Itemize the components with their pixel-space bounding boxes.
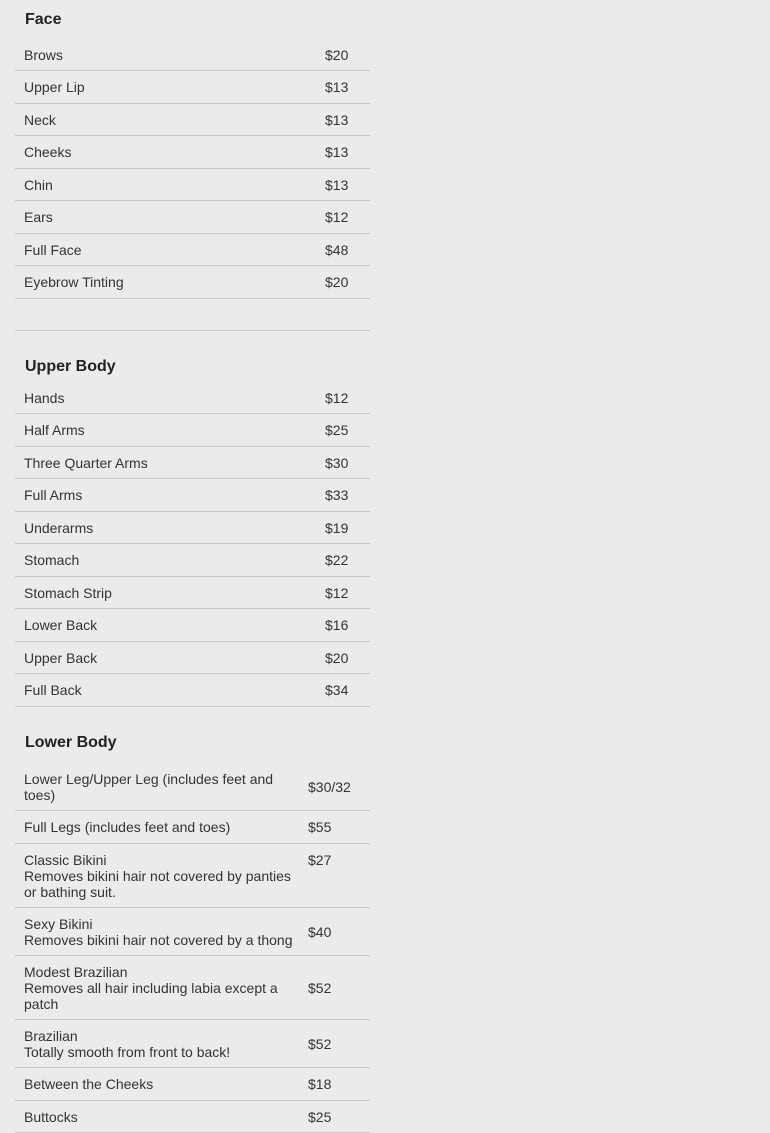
upper-body-list [15, 383, 370, 707]
service-price: $19 [325, 519, 349, 536]
service-name: Buttocks [24, 1108, 78, 1125]
service-name: Chin [24, 176, 53, 193]
service-description: Totally smooth from front to back! [24, 1043, 231, 1060]
service-name [15, 964, 308, 1012]
service-price: $20 [325, 274, 349, 290]
section-heading: Lower Body [25, 734, 117, 751]
service-name [15, 916, 308, 948]
service-name: Cheeks [24, 144, 72, 160]
section-face [15, 0, 370, 331]
table-row [15, 234, 370, 266]
service-price: $16 [325, 617, 349, 633]
service-name: Half Arms [24, 422, 85, 438]
table-row [15, 414, 370, 447]
price-list [15, 0, 370, 1133]
service-name: Brows [24, 47, 63, 63]
service-name [15, 852, 308, 900]
service-price: $52 [308, 1035, 332, 1052]
service-price: $13 [325, 144, 349, 160]
service-price: $27 [308, 852, 332, 868]
table-row [15, 136, 370, 169]
service-description: Removes bikini hair not covered by a thong [24, 931, 293, 948]
table-row [15, 201, 370, 234]
service-price: $33 [325, 487, 349, 503]
service-price: $18 [308, 1076, 332, 1092]
table-row [15, 609, 370, 642]
service-price: $25 [325, 422, 349, 438]
service-name: Between the Cheeks [24, 1076, 154, 1092]
table-row [15, 811, 370, 844]
table-row [15, 642, 370, 674]
service-price: $48 [325, 241, 349, 258]
service-price: $13 [325, 176, 349, 193]
service-name: Lower Back [24, 617, 98, 633]
table-row [15, 169, 370, 201]
service-name: Stomach [24, 552, 80, 568]
table-row [15, 104, 370, 136]
table-row [15, 763, 370, 811]
service-name: Upper Back [24, 649, 98, 666]
service-price: $12 [325, 209, 349, 225]
table-row [15, 674, 370, 707]
table-row [15, 1101, 370, 1133]
service-description: Removes bikini hair not covered by panties or bathing suit. [24, 868, 291, 900]
section-lower-body [15, 731, 370, 1133]
table-row [15, 447, 370, 479]
table-row [15, 71, 370, 104]
table-row [15, 1020, 370, 1068]
face-list [15, 40, 370, 331]
service-name: Full Back [24, 682, 82, 698]
service-name: Neck [24, 111, 56, 128]
table-row [15, 383, 370, 414]
table-row [15, 844, 370, 908]
service-price: $22 [325, 552, 349, 568]
table-row [15, 479, 370, 512]
service-description: Removes all hair including labia except a patch [24, 979, 278, 1012]
service-price: $20 [325, 47, 349, 63]
table-row [15, 512, 370, 544]
service-price: $40 [308, 923, 332, 940]
service-price: $52 [308, 979, 332, 996]
section-upper-body [15, 355, 370, 707]
service-name: Three Quarter Arms [24, 454, 148, 471]
lower-body-list [15, 763, 370, 1133]
service-price: $30/32 [308, 778, 351, 795]
service-name: Full Arms [24, 487, 83, 503]
table-row [15, 1068, 370, 1101]
service-price: $20 [325, 649, 349, 666]
service-name: Upper Lip [24, 79, 85, 95]
service-name: Full Face [24, 241, 82, 258]
service-title: Brazilian [24, 1027, 78, 1044]
table-row [15, 544, 370, 577]
divider [15, 299, 370, 331]
service-price: $12 [325, 390, 349, 406]
service-title: Sexy Bikini [24, 915, 93, 932]
section-heading: Upper Body [25, 358, 116, 375]
service-name: Full Legs (includes feet and toes) [24, 819, 231, 835]
table-row [15, 956, 370, 1020]
service-price: $55 [308, 819, 332, 835]
service-price: $13 [325, 79, 349, 95]
service-title: Modest Brazilian [24, 963, 128, 980]
service-price: $34 [325, 682, 349, 698]
service-name: Stomach Strip [24, 584, 112, 601]
service-name [15, 1028, 308, 1060]
service-name: Ears [24, 209, 53, 225]
service-price: $25 [308, 1108, 332, 1125]
section-heading: Face [25, 11, 62, 28]
table-row [15, 577, 370, 609]
service-price: $30 [325, 454, 349, 471]
table-row [15, 266, 370, 299]
table-row [15, 908, 370, 956]
service-price: $12 [325, 584, 349, 601]
service-title: Classic Bikini [24, 852, 107, 868]
service-name: Underarms [24, 519, 94, 536]
service-price: $13 [325, 111, 349, 128]
service-name: Eyebrow Tinting [24, 274, 124, 290]
table-row [15, 40, 370, 71]
service-name: Hands [24, 390, 65, 406]
service-name: Lower Leg/Upper Leg (includes feet and toes) [24, 770, 274, 803]
